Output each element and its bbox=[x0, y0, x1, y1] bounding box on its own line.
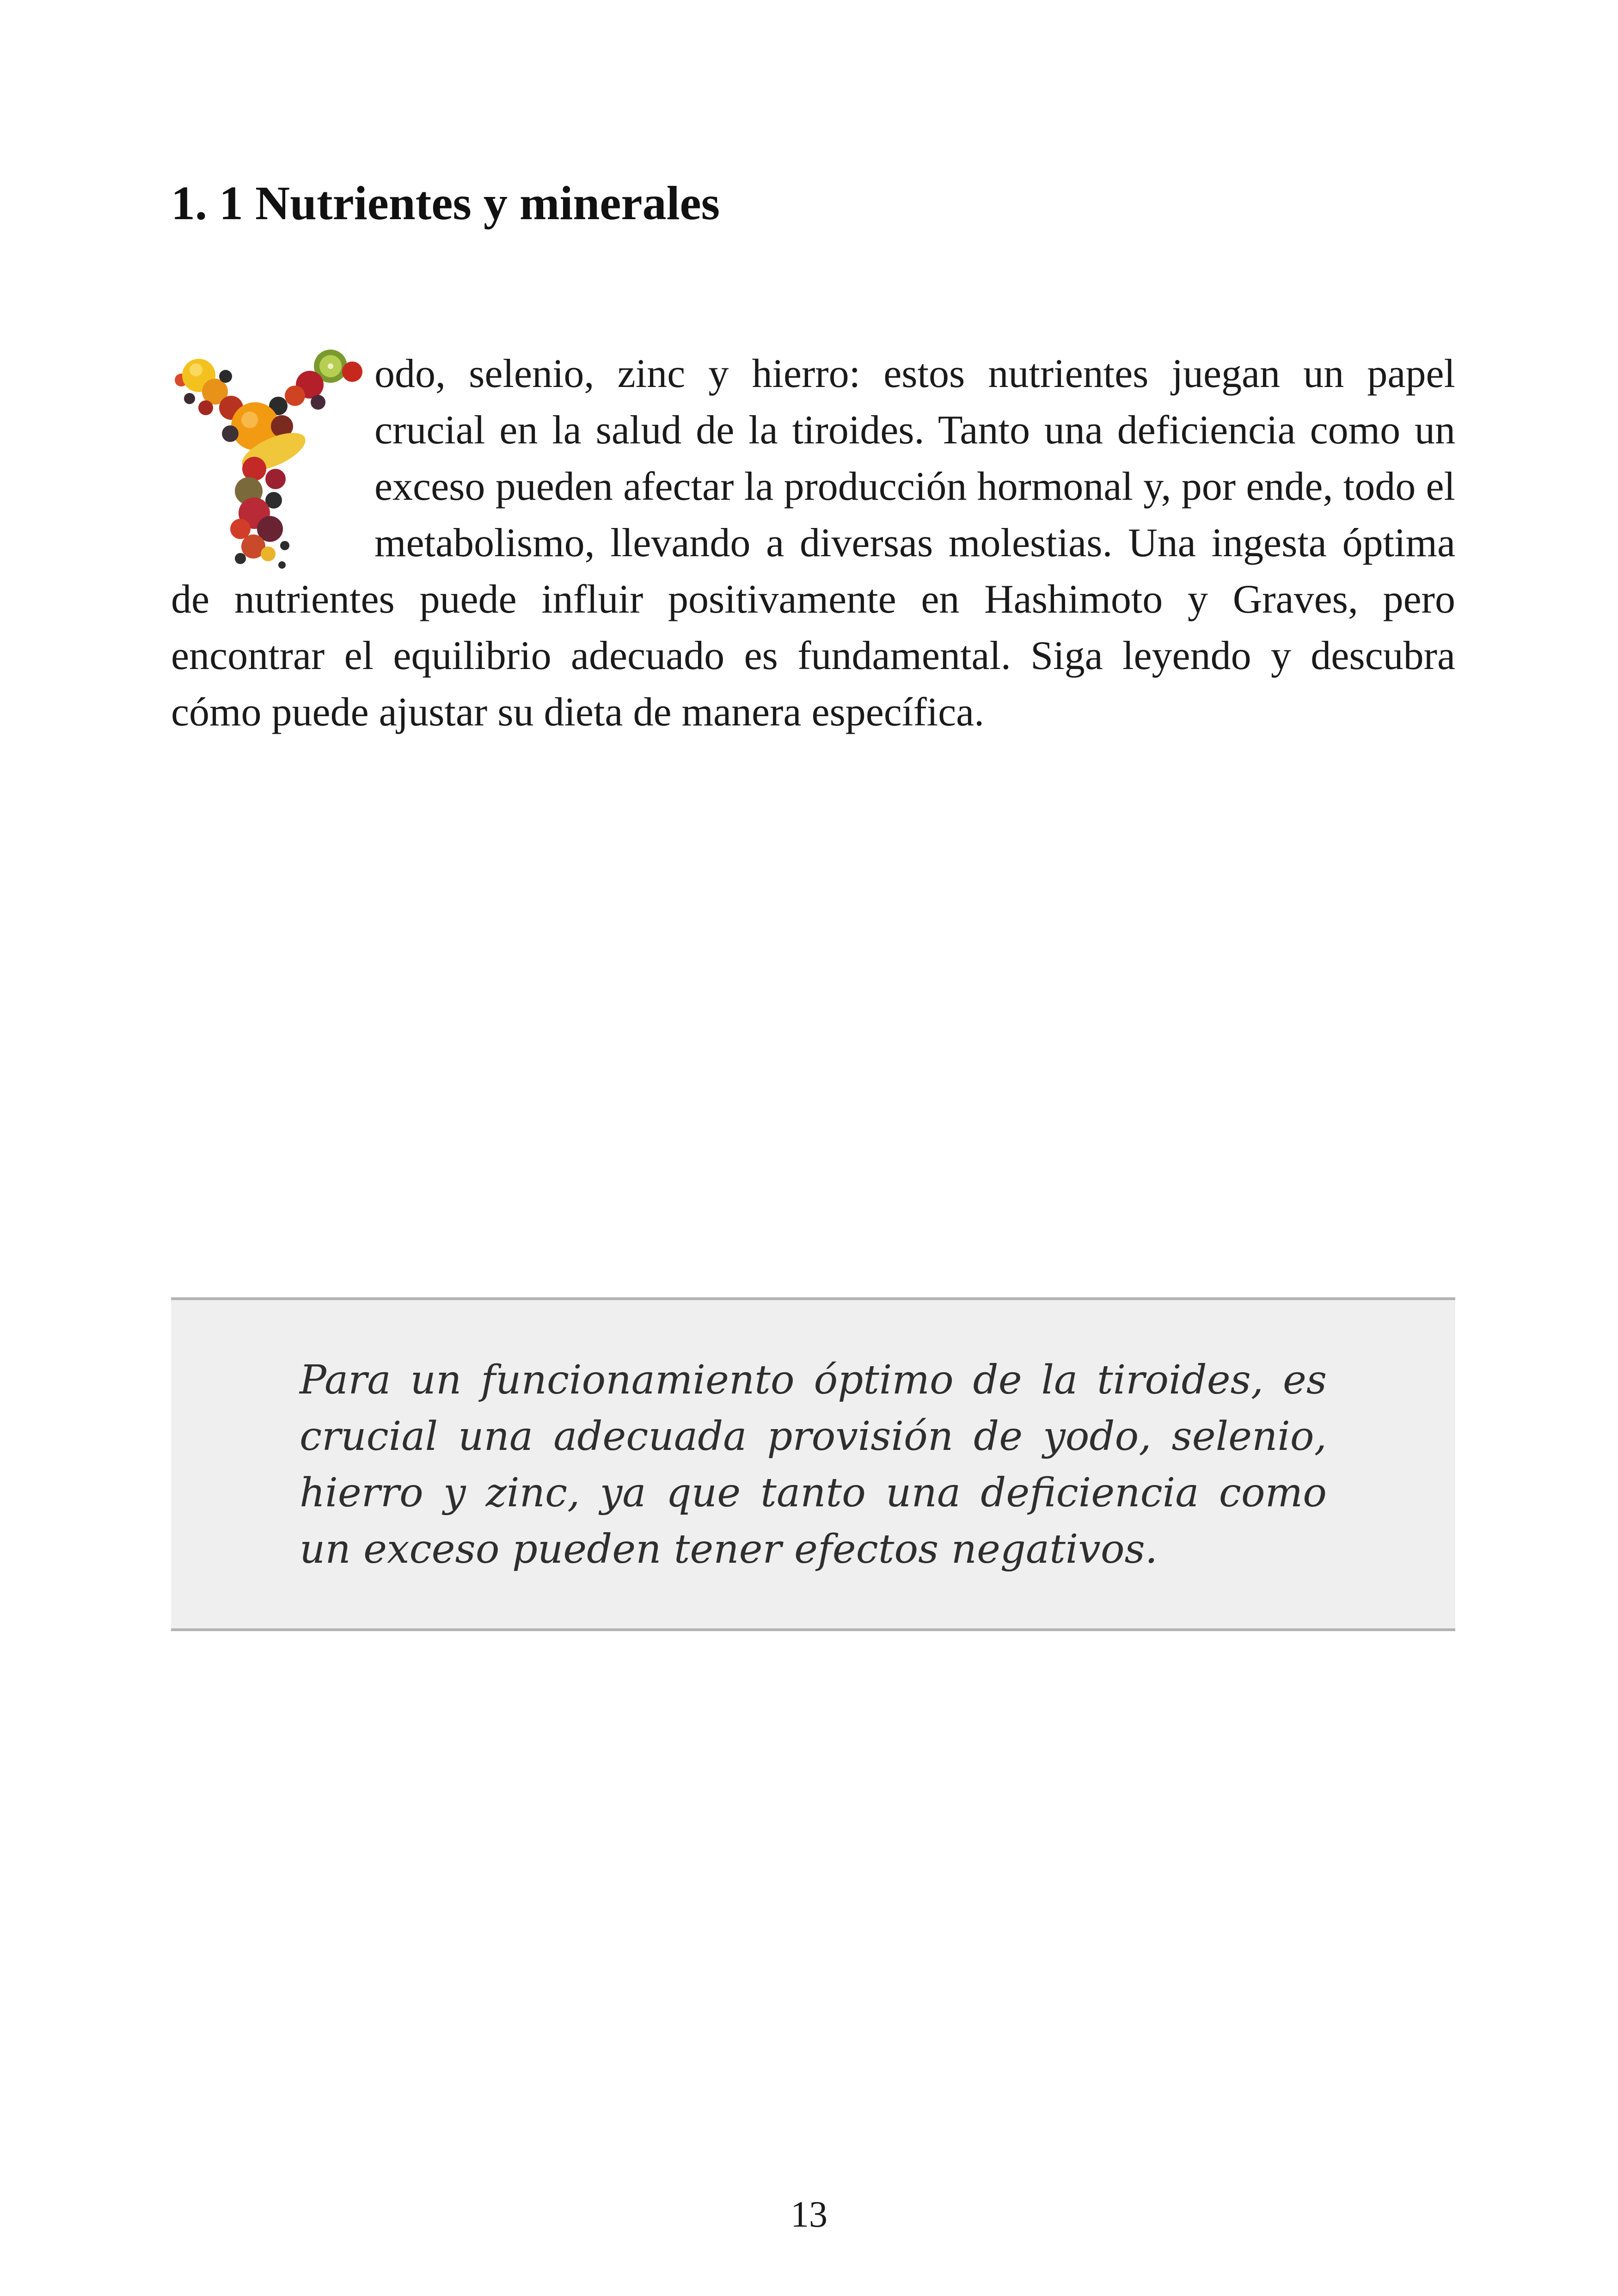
callout-text: Para un funcionamiento óptimo de la tiroides, es crucial una adecuada provisión de yodo, selenio, hierro y zinc, ya que tanto una deficiencia como un exceso pueden tener efectos negativos. bbox=[300, 1357, 1327, 1572]
intro-paragraph bbox=[171, 346, 1455, 741]
page-title: 1. 1 Nutrientes y minerales bbox=[171, 177, 720, 230]
fruit-letter-y-icon bbox=[171, 348, 374, 569]
intro-text: odo, selenio, zinc y hierro: estos nutrientes juegan un papel crucial en la salud de la tiroides. Tanto una deficiencia como un exceso pueden afectar la producción hormonal y, por ende, todo el metabolismo, llevando a diversas molestias. Una ingesta óptima de nutrientes puede influir positivamente en Hashimoto y Graves, pero encontrar el equilibrio adecuado es fundamental. Siga leyendo y descubra cómo puede ajustar su dieta de manera específica. bbox=[171, 351, 1455, 735]
page-number: 13 bbox=[791, 2194, 827, 2235]
callout-box bbox=[171, 1297, 1455, 1631]
